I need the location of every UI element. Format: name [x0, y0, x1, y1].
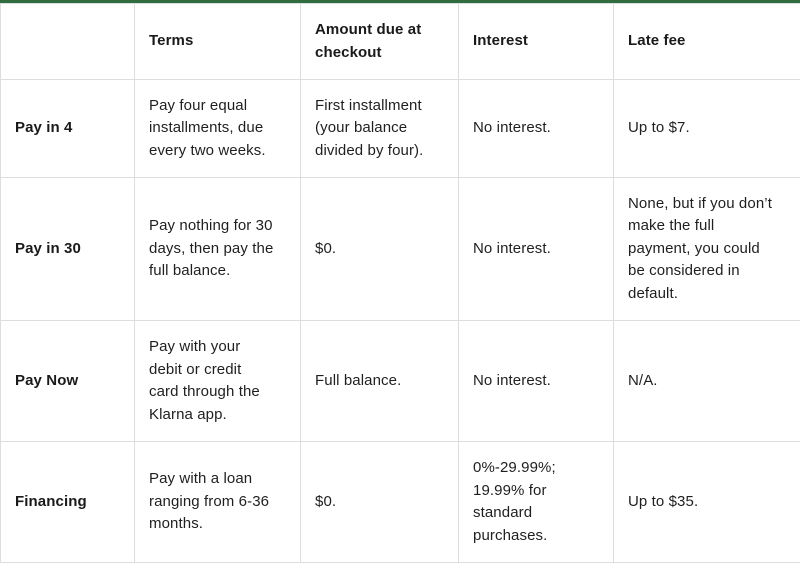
interest-cell: 0%-29.99%; 19.99% for standard purchases.	[459, 442, 614, 563]
plan-name: Pay Now	[1, 321, 135, 442]
table-row	[1, 321, 800, 442]
interest-cell: No interest.	[459, 80, 614, 178]
table-header-row	[1, 4, 800, 80]
plans-table	[0, 3, 800, 563]
header-late-fee: Late fee	[614, 4, 800, 80]
interest-cell: No interest.	[459, 178, 614, 321]
interest-cell: No interest.	[459, 321, 614, 442]
late-fee-cell: Up to $35.	[614, 442, 800, 563]
terms-cell: Pay four equal installments, due every two weeks.	[135, 80, 301, 178]
table-row	[1, 178, 800, 321]
amount-due-cell: $0.	[301, 178, 459, 321]
late-fee-cell: Up to $7.	[614, 80, 800, 178]
late-fee-cell: N/A.	[614, 321, 800, 442]
table-row	[1, 442, 800, 563]
late-fee-cell: None, but if you don’t make the full payment, you could be considered in default.	[614, 178, 800, 321]
amount-due-cell: First installment (your balance divided by four).	[301, 80, 459, 178]
terms-cell: Pay with a loan ranging from 6-36 months.	[135, 442, 301, 563]
plan-name: Pay in 30	[1, 178, 135, 321]
amount-due-cell: Full balance.	[301, 321, 459, 442]
header-amount-due: Amount due at checkout	[301, 4, 459, 80]
plan-name: Financing	[1, 442, 135, 563]
terms-cell: Pay nothing for 30 days, then pay the full balance.	[135, 178, 301, 321]
plan-name: Pay in 4	[1, 80, 135, 178]
header-plan	[1, 4, 135, 80]
header-interest: Interest	[459, 4, 614, 80]
amount-due-cell: $0.	[301, 442, 459, 563]
terms-cell: Pay with your debit or credit card through the Klarna app.	[135, 321, 301, 442]
table-row	[1, 80, 800, 178]
header-terms: Terms	[135, 4, 301, 80]
